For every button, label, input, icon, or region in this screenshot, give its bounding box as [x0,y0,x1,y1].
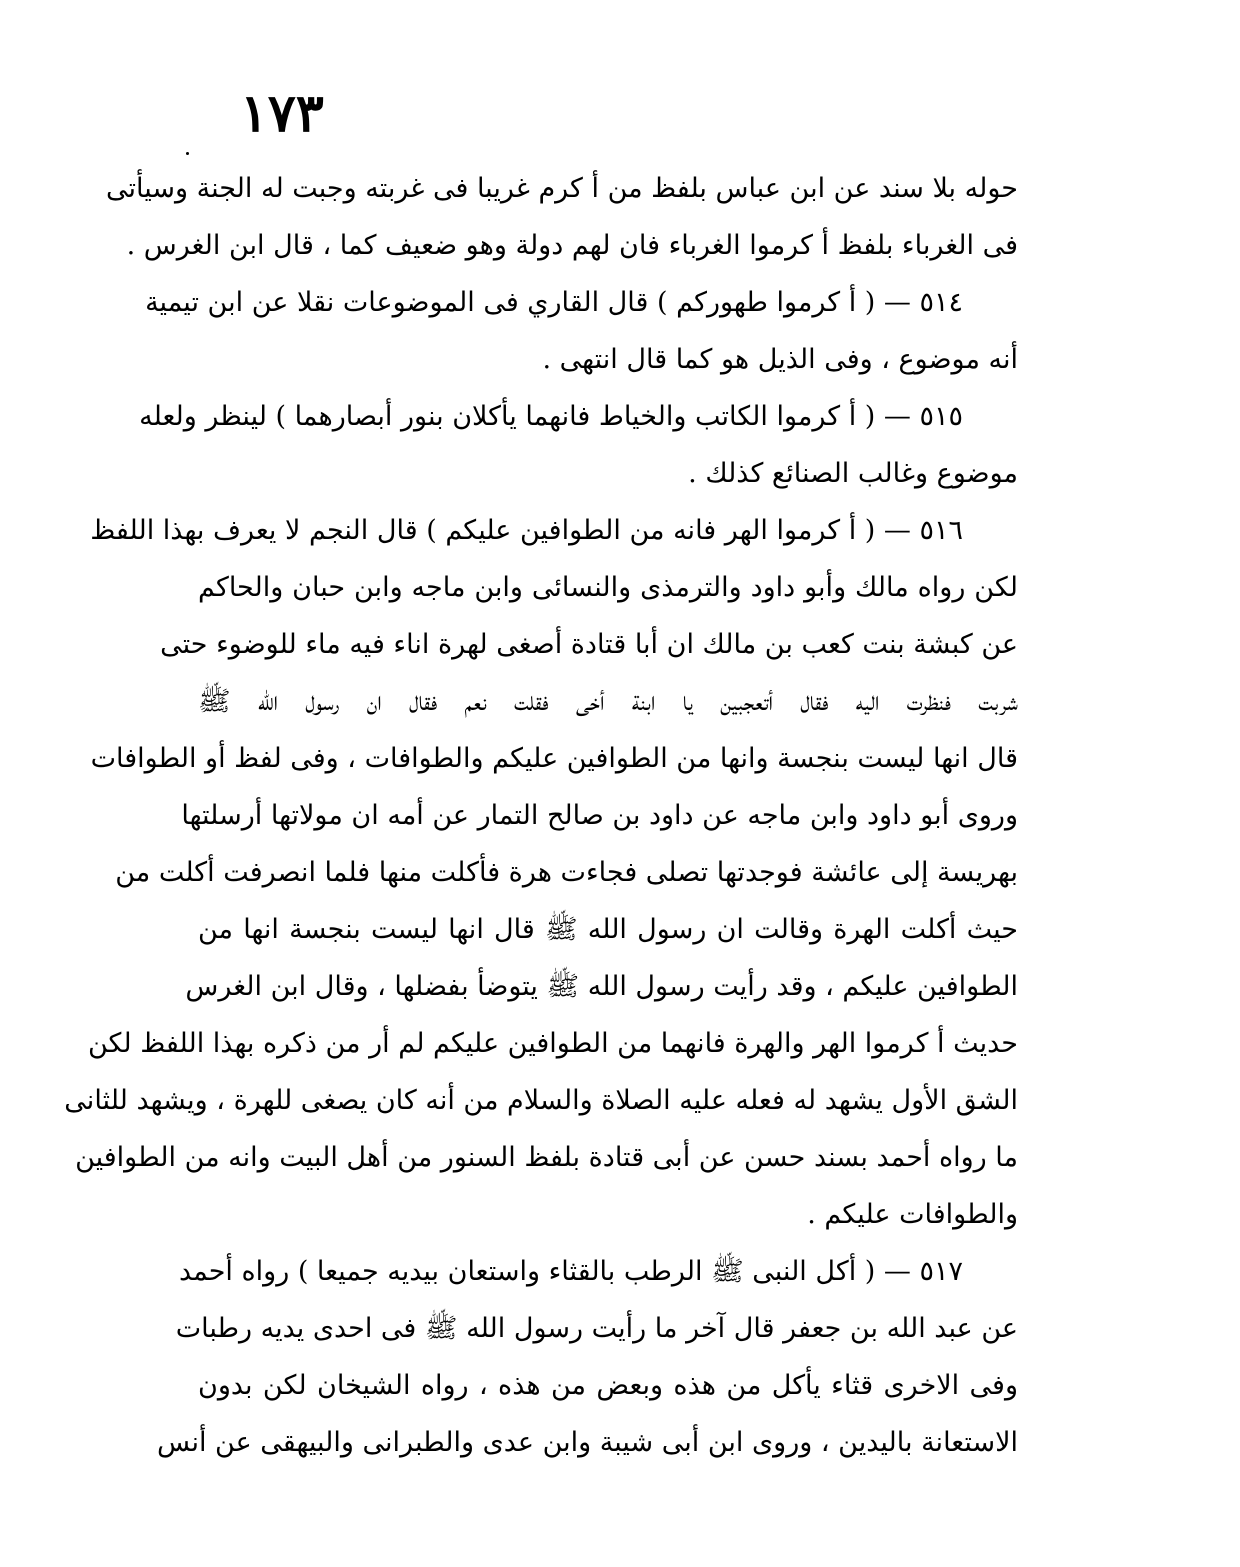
body-text [64,160,1018,1471]
entry-516-heading-line: ٥١٦ — ( أ كرموا الهر فانه من الطوافين عليكم ) قال النجم لا يعرف بهذا اللفظ [90,515,963,546]
text-line: فى الغرباء بلفظ أ كرموا الغرباء فان لهم دولة وهو ضعيف كما ، قال ابن الغرس . [126,230,1018,261]
text-line: وفى الاخرى قثاء يأكل من هذه وبعض من هذه ، رواه الشيخان لكن بدون [198,1370,1018,1401]
text-line: قال انها ليست بنجسة وانها من الطوافين عليكم والطوافات ، وفى لفظ أو الطوافات [90,743,1018,774]
print-speck [186,152,189,155]
page-number: ١٧٣ [240,83,324,144]
text-line: بهريسة إلى عائشة فوجدتها تصلى فجاءت هرة فأكلت منها فلما انصرفت أكلت من [115,857,1018,888]
text-line: حديث أ كرموا الهر والهرة فانهما من الطوافين عليكم لم أر من ذكره بهذا اللفظ لكن [87,1028,1018,1059]
entry-515-heading-line: ٥١٥ — ( أ كرموا الكاتب والخياط فانهما يأكلان بنور أبصارهما ) لينظر ولعله [139,401,963,432]
text-line: ما رواه أحمد بسند حسن عن أبى قتادة بلفظ السنور من أهل البيت وانه من الطوافين [75,1142,1018,1173]
entry-514-heading-line: ٥١٤ — ( أ كرموا طهوركم ) قال القاري فى الموضوعات نقلا عن ابن تيمية [145,287,963,318]
text-line: موضوع وغالب الصنائع كذلك . [688,458,1018,489]
text-line: الطوافين عليكم ، وقد رأيت رسول الله ﷺ يتوضأ بفضلها ، وقال ابن الغرس [185,971,1018,1002]
text-line: والطوافات عليكم . [807,1199,1018,1230]
text-line: حيث أكلت الهرة وقالت ان رسول الله ﷺ قال انها ليست بنجسة انها من [198,914,1018,945]
text-line: حوله بلا سند عن ابن عباس بلفظ من أ كرم غريبا فى غربته وجبت له الجنة وسيأتى [105,173,1018,204]
entry-517-heading-line: ٥١٧ — ( أكل النبى ﷺ الرطب بالقثاء واستعان بيديه جميعا ) رواه أحمد [178,1256,963,1287]
text-line: وروى أبو داود وابن ماجه عن داود بن صالح التمار عن أمه ان مولاتها أرسلتها [181,800,1018,831]
text-line: الاستعانة باليدين ، وروى ابن أبى شيبة وابن عدى والطبرانى والبيهقى عن أنس [157,1427,1018,1458]
text-line: أنه موضوع ، وفى الذيل هو كما قال انتهى . [542,344,1018,375]
text-line: الشق الأول يشهد له فعله عليه الصلاة والسلام من أنه كان يصغى للهرة ، ويشهد للثانى [64,1085,1018,1116]
text-line: شربت فنظرت اليه فقال أتعجبين يا ابنة أخى فقلت نعم فقال ان رسول الله ﷺ [198,686,1018,717]
text-line: عن عبد الله بن جعفر قال آخر ما رأيت رسول الله ﷺ فى احدى يديه رطبات [175,1313,1018,1344]
text-line: عن كبشة بنت كعب بن مالك ان أبا قتادة أصغى لهرة اناء فيه ماء للوضوء حتى [160,629,1018,660]
text-line: لكن رواه مالك وأبو داود والترمذى والنسائى وابن ماجه وابن حبان والحاكم [198,572,1018,603]
